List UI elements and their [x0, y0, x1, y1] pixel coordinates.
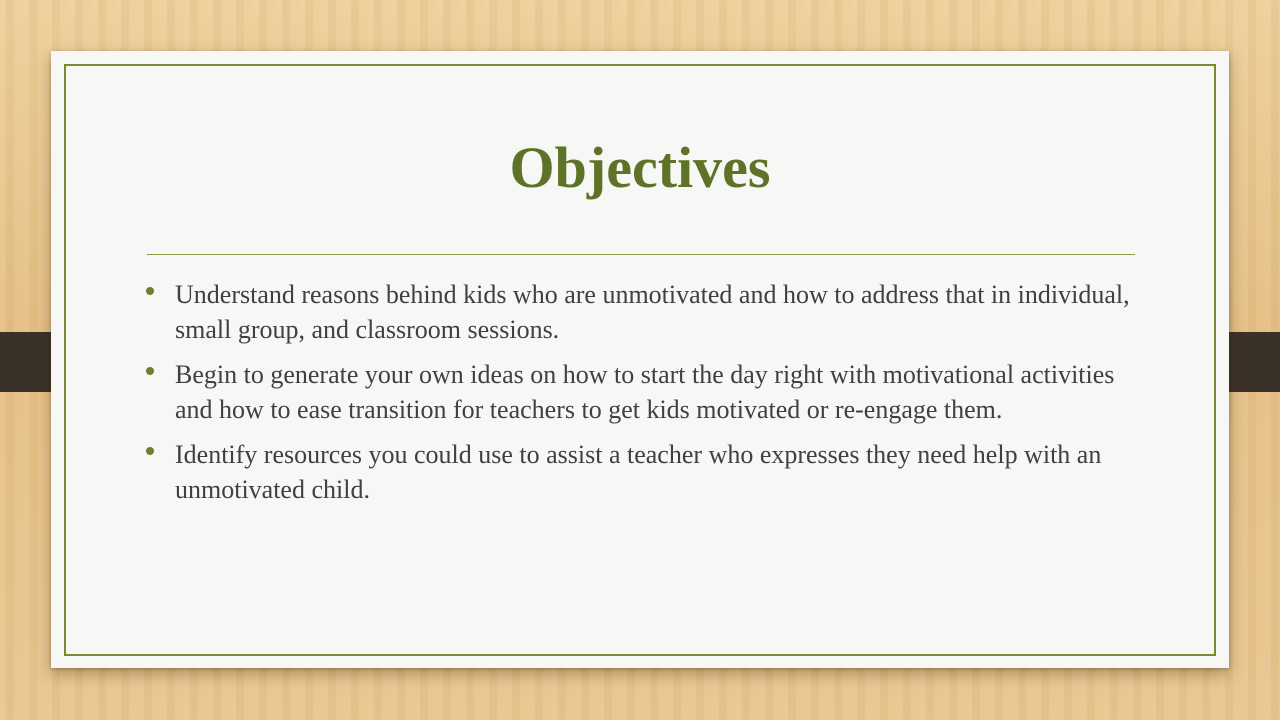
- title-divider: [147, 254, 1135, 255]
- bullet-text: Understand reasons behind kids who are unmotivated and how to address that in individual, small group, and classroom sessions.: [175, 280, 1130, 344]
- bullet-dot-icon: [146, 447, 154, 455]
- slide-title: Objectives: [509, 135, 771, 200]
- bullet-item: [143, 357, 1143, 427]
- bullet-text: Identify resources you could use to assist a teacher who expresses they need help with an unmotivated child.: [175, 440, 1102, 504]
- bullet-dot-icon: [146, 287, 154, 295]
- bullet-list: [143, 277, 1143, 517]
- bullet-item: [143, 437, 1143, 507]
- slide-paper: [51, 51, 1229, 668]
- bullet-item: [143, 277, 1143, 347]
- bullet-dot-icon: [146, 367, 154, 375]
- bullet-text: Begin to generate your own ideas on how to start the day right with motivational activities and how to ease transition for teachers to get kids motivated or re-engage them.: [175, 360, 1115, 424]
